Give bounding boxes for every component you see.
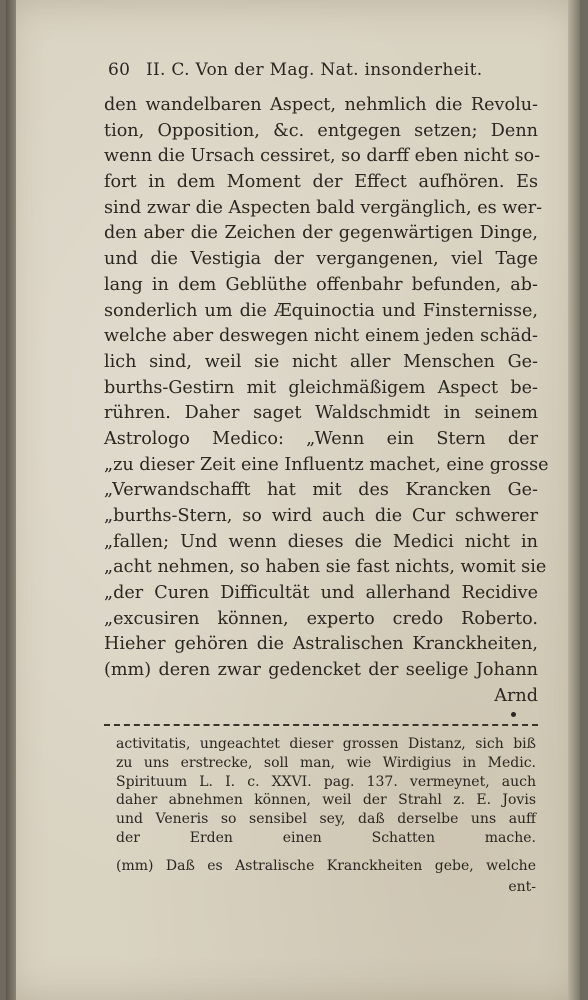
text-line: (mm) Daß es Astralische Kranckheiten gebe, welche [116,858,536,874]
text-line: sonderlich um die Æquinoctia und Finsternisse, [104,300,538,321]
text-line: Astrologo Medico: „Wenn ein Stern der [104,428,538,449]
text-line: „der Curen Difficultät und allerhand Recidive [104,583,538,604]
text-line: „acht nehmen, so haben sie fast nichts, womit sie [104,557,547,578]
text-line: „excusiren können, experto credo Roberto. [104,608,538,629]
text-line: „fallen; Und wenn dieses die Medici nicht in [104,531,538,552]
text-line: und Veneris so sensibel sey, daß derselbe uns auff [116,811,536,828]
page-number: 60 [108,60,131,80]
ornament-dot [511,712,516,717]
text-line: welche aber deswegen nicht einem jeden schäd- [104,326,538,347]
page-right-edge [568,0,580,1000]
text-line: „Verwandschafft hat mit des Krancken Ge- [104,480,538,501]
main-text [104,93,549,710]
text-line: den wandelbaren Aspect, nehmlich die Revolu- [104,95,538,115]
running-header [108,60,518,80]
text-line: Arnd [494,685,538,706]
footnote-mm [116,856,536,898]
text-line: (mm) deren zwar gedencket der seelige Johann [104,660,538,681]
text-line: ent- [508,879,536,895]
text-line: activitatis, ungeachtet dieser grossen Distanz, sich biß [116,736,536,752]
text-line: daher abnehmen können, weil der Strahl z. E. Jovis [116,792,536,809]
text-line: Hieher gehören die Astralischen Kranckheiten, [104,634,538,655]
text-line: und die Vestigia der vergangenen, viel Tage [104,249,538,270]
text-line: burths-Gestirn mit gleichmäßigem Aspect be- [104,377,538,398]
text-line: zu uns erstrecke, soll man, wie Wirdigius in Medic. [116,754,536,771]
text-line: sind zwar die Aspecten bald vergänglich, es wer- [104,197,543,218]
footnote-separator [104,724,538,726]
page-left-edge [6,0,16,1000]
text-line: lang in dem Geblüthe offenbahr befunden, ab- [104,274,538,295]
text-line: „zu dieser Zeit eine Influentz machet, eine grosse [104,454,549,475]
text-line: fort in dem Moment der Effect aufhören. Es [104,172,538,193]
text-line: tion, Opposition, &c. entgegen setzen; Denn [104,120,538,141]
text-line: der Erden einen Schatten mache. [116,829,536,846]
text-line: den aber die Zeichen der gegenwärtigen Dinge, [104,223,538,244]
running-title: II. C. Von der Mag. Nat. insonderheit. [145,60,483,80]
text-line: wenn die Ursach cessiret, so darff eben nicht so- [104,146,541,167]
text-line: rühren. Daher saget Waldschmidt in seinem [104,403,538,424]
text-line: lich sind, weil sie nicht aller Menschen Ge- [104,351,538,372]
text-line: Spirituum L. I. c. XXVI. pag. 137. vermeynet, auch [116,773,536,790]
footnote-text [116,735,536,848]
text-line: „burths-Stern, so wird auch die Cur schwerer [104,506,538,526]
